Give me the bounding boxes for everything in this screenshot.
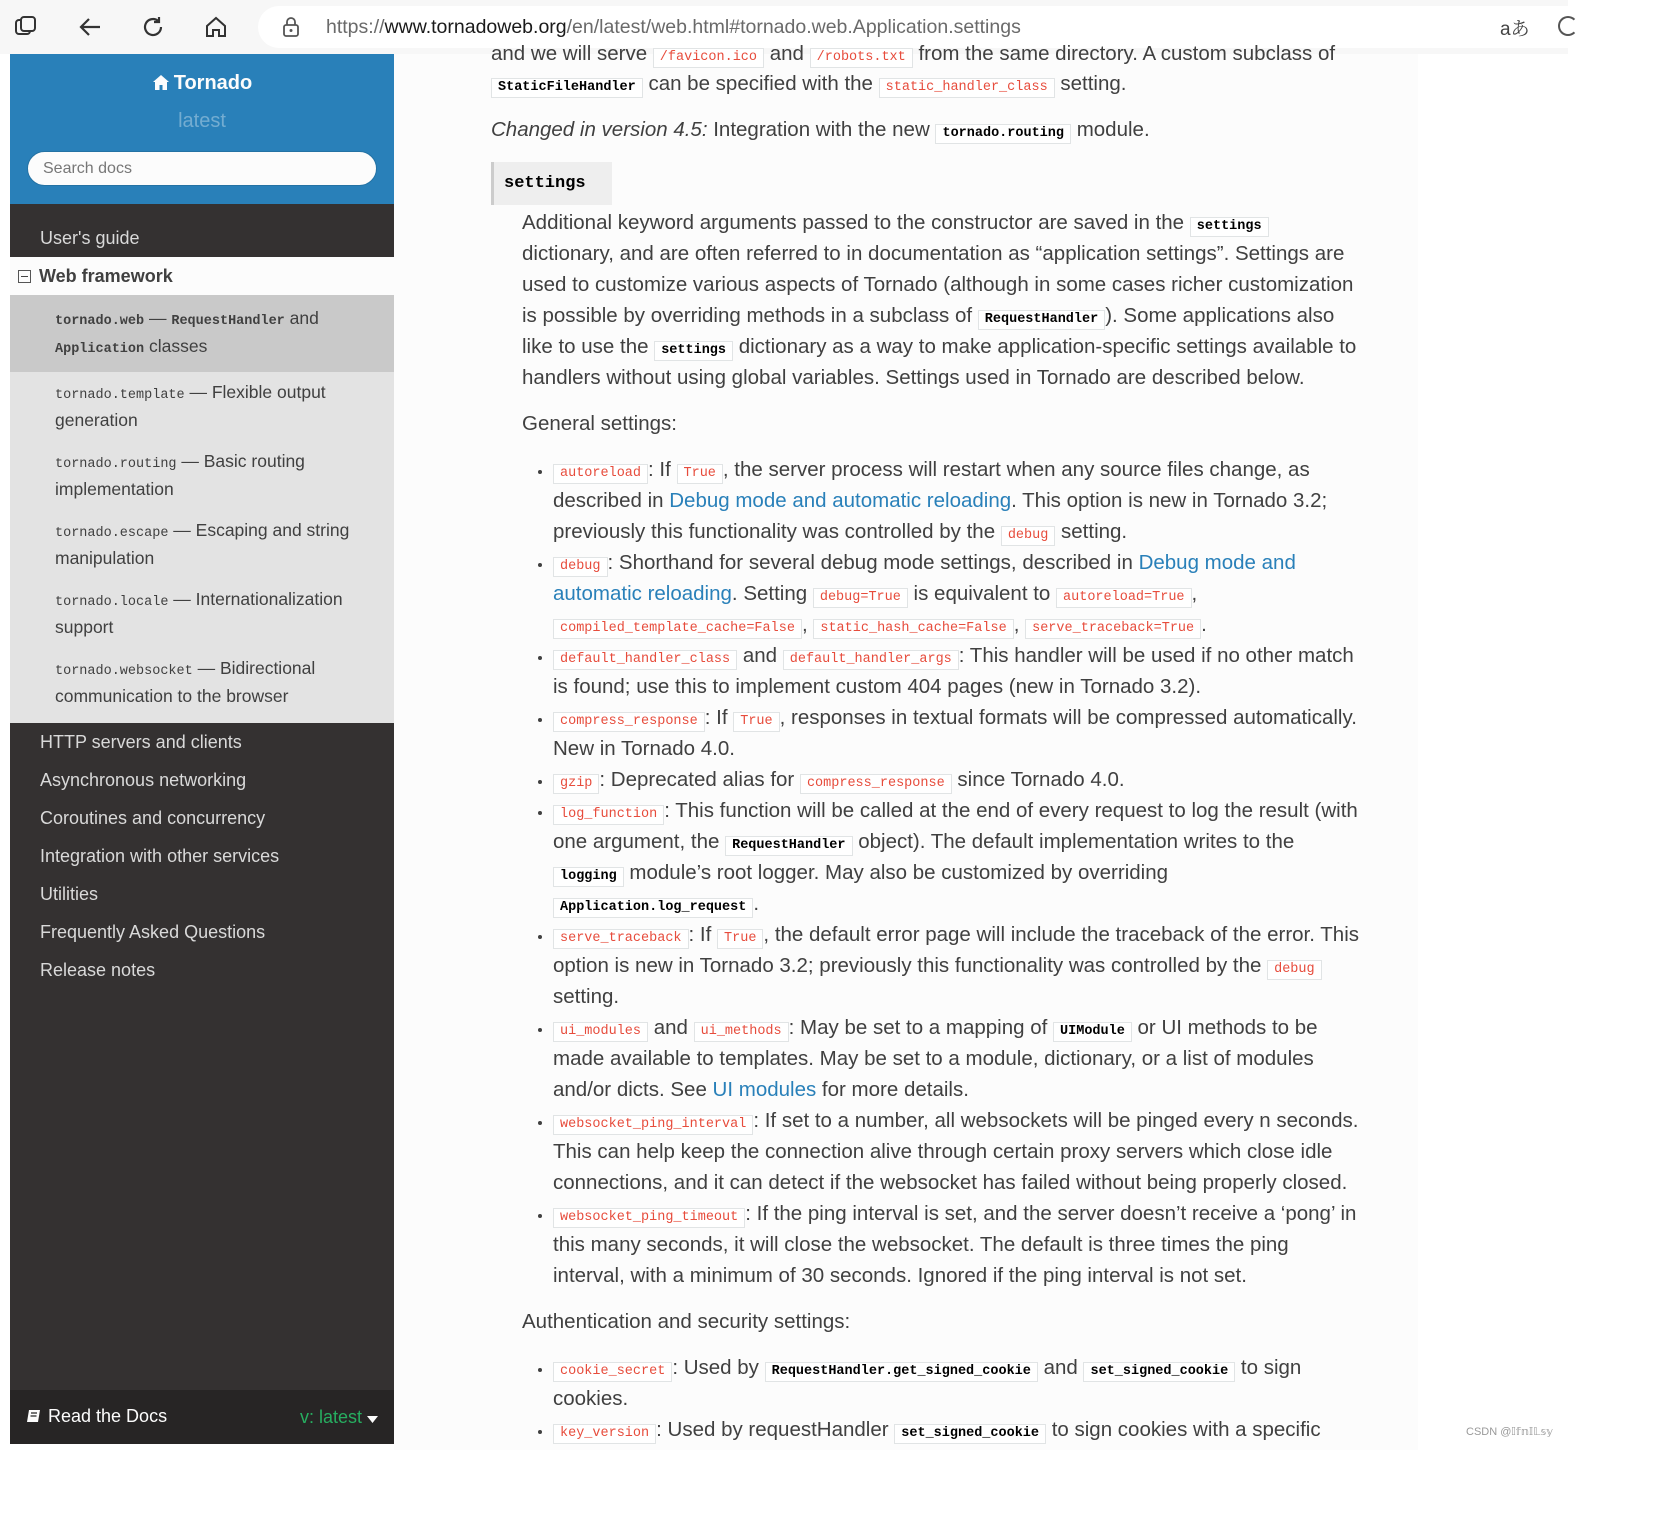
- sidebar-subitem-text: — Internationalization support: [55, 589, 343, 637]
- set-signed-cookie-link[interactable]: set_signed_cookie: [1083, 1362, 1235, 1382]
- set-signed-cookie-link[interactable]: set_signed_cookie: [894, 1424, 1046, 1444]
- module-code: tornado.web: [55, 314, 145, 329]
- text: since Tornado 4.0.: [951, 768, 1125, 791]
- ui-modules-link[interactable]: UI modules: [712, 1078, 817, 1101]
- list-item: [553, 1012, 1362, 1105]
- code-literal: True: [717, 929, 763, 949]
- auth-settings-heading: Authentication and security settings:: [522, 1310, 851, 1333]
- sidebar-item-release-notes[interactable]: Release notes: [40, 960, 156, 980]
- code-literal: ui_methods: [694, 1022, 789, 1042]
- general-settings-heading: General settings:: [522, 412, 677, 435]
- lock-icon[interactable]: [280, 16, 302, 43]
- sidebar-subitem-tornado-locale[interactable]: [10, 579, 394, 648]
- code-literal: static_hash_cache=False: [813, 619, 1013, 639]
- debug-mode-link[interactable]: Debug mode and automatic reloading: [669, 489, 1012, 512]
- class-code: RequestHandler: [171, 314, 285, 329]
- code-literal: compress_response: [553, 712, 705, 732]
- code-literal: log_function: [553, 805, 664, 825]
- text: ,: [1191, 582, 1198, 605]
- sidebar-subitem-text: — Basic routing implementation: [55, 451, 305, 499]
- cut-paragraph-line: [491, 38, 1335, 69]
- debug-mode-link[interactable]: Debug mode and automatic reloading: [553, 551, 1296, 605]
- refresh-icon[interactable]: [135, 9, 171, 45]
- text: .: [1201, 613, 1207, 636]
- uimodule-link[interactable]: UIModule: [1053, 1022, 1132, 1042]
- settings-signature: [491, 162, 612, 205]
- list-item: [553, 454, 1362, 547]
- text: ,: [801, 613, 814, 636]
- module-code: tornado.escape: [55, 526, 169, 541]
- text: dictionary, and are often referred to in documentation as “application settings”. Settings are used to customize various aspects of Tornado (although in some cases richer customization is possible by overriding methods in a subclass of: [522, 242, 1354, 327]
- code-literal: debug=True: [813, 588, 908, 608]
- code-literal: default_handler_args: [783, 650, 959, 670]
- list-item: [553, 919, 1362, 1012]
- text: . This option is new in Tornado 3.2; previously this functionality was controlled by the: [553, 489, 1328, 543]
- text: : May be set to a mapping of: [788, 1016, 1054, 1039]
- text: and: [769, 42, 804, 65]
- attribute-signature[interactable]: settings: [491, 162, 612, 205]
- text: dictionary as a way to make application-specific settings available to handlers without using global variables. Settings used in Tornado are described below.: [522, 335, 1357, 389]
- log-request-link[interactable]: Application.log_request: [553, 898, 753, 918]
- sidebar-item-async-networking[interactable]: Asynchronous networking: [40, 770, 247, 790]
- static-file-handler-link[interactable]: StaticFileHandler: [491, 78, 643, 98]
- sidebar-subitem-tornado-template[interactable]: [10, 372, 394, 441]
- static-handler-paragraph: [491, 68, 1126, 99]
- settings-link[interactable]: settings: [1190, 217, 1269, 237]
- module-code: tornado.locale: [55, 595, 169, 610]
- text: module.: [1076, 118, 1150, 141]
- search-input[interactable]: [27, 151, 377, 186]
- list-item: [553, 1198, 1362, 1291]
- sidebar-subitem-text: classes: [144, 336, 208, 356]
- list-item: [553, 547, 1362, 640]
- rtd-text: Read the Docs: [48, 1406, 168, 1426]
- code-literal: key_version: [553, 1424, 656, 1444]
- text: object). The default implementation writes to the: [852, 830, 1295, 853]
- text: : If: [688, 923, 718, 946]
- caret-down-icon: [367, 1416, 378, 1423]
- list-item: [553, 640, 1362, 702]
- docs-version: latest: [178, 110, 226, 132]
- text: . Setting: [731, 582, 813, 605]
- code-literal: compress_response: [800, 774, 952, 794]
- watermark: CSDN @𝕀𝕗𝕟𝕀𝕃𝕤𝕪: [1466, 1426, 1554, 1438]
- text: can be specified with the: [648, 72, 873, 95]
- sidebar-item-faq[interactable]: Frequently Asked Questions: [40, 922, 266, 942]
- text: from the same directory. A custom subclass of: [918, 42, 1336, 65]
- code-literal: compiled_template_cache=False: [553, 619, 802, 639]
- text: Additional keyword arguments passed to the constructor are saved in the: [522, 211, 1185, 234]
- tornado-routing-link[interactable]: tornado.routing: [935, 124, 1071, 144]
- code-literal: autoreload=True: [1056, 588, 1192, 608]
- sidebar-item-label: Web framework: [39, 266, 173, 286]
- read-the-docs-bar[interactable]: [10, 1390, 394, 1444]
- text: setting.: [1055, 520, 1128, 543]
- module-code: tornado.websocket: [55, 664, 193, 679]
- sidebar-subitem-tornado-web[interactable]: [10, 296, 394, 372]
- code-literal: websocket_ping_interval: [553, 1115, 753, 1135]
- text: ,: [1013, 613, 1026, 636]
- code-literal: static_handler_class: [879, 78, 1055, 98]
- text: and: [648, 1016, 694, 1039]
- tab-actions-icon[interactable]: [8, 9, 44, 45]
- version-selector[interactable]: [300, 1407, 378, 1428]
- auth-settings-list: [522, 1352, 1362, 1445]
- page-margin: [1418, 54, 1568, 1450]
- class-code: Application: [55, 342, 145, 357]
- settings-link[interactable]: settings: [654, 341, 733, 361]
- request-handler-link[interactable]: RequestHandler: [978, 310, 1105, 330]
- list-item: [553, 1414, 1362, 1445]
- sidebar-subitem-tornado-escape[interactable]: [10, 510, 394, 579]
- text: is equivalent to: [907, 582, 1057, 605]
- code-literal: cookie_secret: [553, 1362, 672, 1382]
- sidebar-item-web-framework[interactable]: [10, 257, 394, 296]
- text: setting.: [1060, 72, 1127, 95]
- sidebar-subitem-text: — Flexible output generation: [55, 382, 326, 430]
- code-literal: ui_modules: [553, 1022, 648, 1042]
- sidebar-subitem-text: — Bidirectional communication to the browser: [55, 658, 316, 706]
- code-literal: serve_traceback=True: [1025, 619, 1201, 639]
- text: and: [1037, 1356, 1084, 1379]
- text: : This function will be called at the end of every request to log the result (with one argument, the: [553, 799, 1358, 853]
- doc-content: [491, 42, 1361, 1450]
- text: setting.: [553, 985, 620, 1008]
- code-literal: gzip: [553, 774, 599, 794]
- text: or UI methods to be made available to templates. May be set to a module, dictionary, or a list of modules and/or dicts. See: [553, 1016, 1318, 1101]
- back-icon[interactable]: [72, 9, 108, 45]
- sidebar-header: [10, 54, 394, 204]
- brand-link[interactable]: [10, 72, 394, 95]
- request-handler-link[interactable]: RequestHandler: [725, 836, 852, 856]
- text: Integration with the new: [713, 118, 930, 141]
- list-item: [553, 1352, 1362, 1414]
- text: : This handler will be used if no other match is found; use this to implement custom 404 pages (new in Tornado 3.2).: [553, 644, 1354, 698]
- text: : If set to a number, all websockets will be pinged every n seconds. This can help keep the connection alive through certain proxy servers which close idle connections, and it can detect if the websocket has failed without being properly closed.: [553, 1109, 1359, 1194]
- text: : Used by: [672, 1356, 765, 1379]
- sidebar-subitem-text: and: [284, 308, 319, 328]
- sidebar-subitem-tornado-routing[interactable]: [10, 441, 394, 510]
- text: for more details.: [816, 1078, 969, 1101]
- text: .: [753, 892, 760, 915]
- sidebar-item-coroutines[interactable]: Coroutines and concurrency: [40, 808, 266, 828]
- list-item: [553, 764, 1362, 795]
- text: and we will serve: [491, 42, 648, 65]
- text: , the server process will restart when any source files change, as described in: [553, 458, 1310, 512]
- text: : If the ping interval is set, and the server doesn’t receive a ‘pong’ in this many seconds, it will close the websocket. The default is three times the ping interval, with a minimum of 30 seconds. Ignored if the ping interval is not set.: [553, 1202, 1357, 1287]
- text: : Deprecated alias for: [599, 768, 800, 791]
- sidebar-subitem-text: — Escaping and string manipulation: [55, 520, 350, 568]
- text: , the default error page will include the traceback of the error. This option is new in Tornado 3.2; previously this functionality was controlled by the: [553, 923, 1360, 977]
- sidebar-item-users-guide[interactable]: User's guide: [40, 228, 140, 248]
- get-signed-cookie-link[interactable]: RequestHandler.get_signed_cookie: [765, 1362, 1038, 1382]
- version-changed-label: Changed in version 4.5:: [491, 118, 708, 141]
- code-literal: debug: [1267, 960, 1322, 980]
- code-literal: /robots.txt: [810, 48, 913, 68]
- text: and: [737, 644, 783, 667]
- code-literal: default_handler_class: [553, 650, 737, 670]
- text: ). Some applications also like to use the: [522, 304, 1335, 358]
- home-icon: [152, 74, 170, 91]
- version-text: v: latest: [299, 1407, 362, 1427]
- version-changed-note: [491, 114, 1150, 145]
- text: , responses in textual formats will be compressed automatically. New in Tornado 4.0.: [553, 706, 1357, 760]
- code-literal: /favicon.ico: [653, 48, 764, 68]
- text: : Used by requestHandler: [656, 1418, 895, 1441]
- logging-link[interactable]: logging: [553, 867, 624, 887]
- module-code: tornado.routing: [55, 457, 177, 472]
- list-item: [553, 1105, 1362, 1198]
- list-item: [553, 795, 1362, 919]
- text: : If: [648, 458, 677, 481]
- sidebar-item-utilities[interactable]: Utilities: [40, 884, 99, 904]
- read-the-docs-label[interactable]: [26, 1406, 167, 1427]
- code-literal: debug: [553, 557, 608, 577]
- text: : Shorthand for several debug mode settings, described in: [607, 551, 1139, 574]
- sidebar-subitem-text: —: [144, 308, 172, 328]
- sidebar-item-integration[interactable]: Integration with other services: [40, 846, 280, 866]
- code-literal: autoreload: [553, 464, 648, 484]
- book-icon: [26, 1408, 43, 1424]
- list-item: [553, 702, 1362, 764]
- code-literal: debug: [1001, 526, 1056, 546]
- text: to sign cookies.: [553, 1356, 1302, 1410]
- sidebar-subitems: [10, 372, 394, 723]
- collapse-icon[interactable]: [18, 270, 31, 283]
- text: : If: [704, 706, 734, 729]
- brand-name: Tornado: [173, 72, 253, 94]
- sidebar-item-http-servers[interactable]: HTTP servers and clients: [40, 732, 242, 752]
- read-aloud-icon[interactable]: aあ: [1500, 19, 1530, 40]
- text: to sign cookies with a specific: [1046, 1418, 1321, 1441]
- code-literal: serve_traceback: [553, 929, 689, 949]
- sidebar-subitem-tornado-websocket[interactable]: [10, 648, 394, 717]
- general-settings-list: [522, 454, 1362, 1291]
- module-code: tornado.template: [55, 388, 185, 403]
- settings-intro: [522, 207, 1362, 393]
- url-text[interactable]: https://www.tornadoweb.org/en/latest/web.html#tornado.web.Application.settings: [326, 16, 1021, 38]
- toc: [10, 204, 394, 989]
- sidebar: [10, 54, 394, 1444]
- code-literal: websocket_ping_timeout: [553, 1208, 745, 1228]
- home-icon[interactable]: [198, 9, 234, 45]
- code-literal: True: [733, 712, 779, 732]
- text: module’s root logger. May also be customized by overriding: [623, 861, 1169, 884]
- extension-icon[interactable]: [1558, 16, 1578, 36]
- settings-description: [522, 207, 1362, 1445]
- code-literal: True: [677, 464, 723, 484]
